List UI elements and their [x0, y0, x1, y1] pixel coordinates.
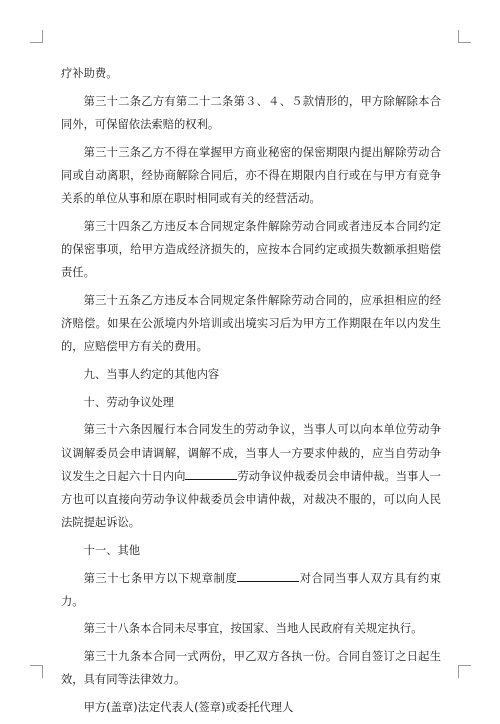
- blank-line: [185, 468, 237, 480]
- article-36-text-a: 第三十六条因履行本合同发生的劳动争议，当事人可以向本单位劳动争议调解委员会申请调解，调解不成，当事人一方要求仲裁的，应当自劳动争议发生之日起六十日内向: [61, 423, 441, 483]
- article-35: 第三十五条乙方违反本合同规定条件解除劳动合同的，应承担相应的经济赔偿。如果在公派境内外培训或出境实习后为甲方工作期限在年以内发生的，应赔偿甲方有关的费用。: [61, 293, 441, 354]
- article-39: 第三十九条本合同一式两份，甲乙双方各执一份。合同自签订之日起生效，具有同等法律效力。: [61, 650, 441, 687]
- signature-line: 甲方(盖章)法定代表人(签章)或委托代理人: [83, 701, 294, 715]
- section-heading-11: 十一、其他: [83, 543, 141, 557]
- crop-mark-bottom-right: [458, 665, 471, 678]
- article-36: [61, 418, 441, 534]
- article-37-text-a: 第三十七条甲方以下规章制度: [83, 571, 238, 585]
- article-37: [61, 567, 441, 613]
- article-32: 第三十二条乙方有第二十二条第３、４、５款情形的，甲方除解除本合同外，可保留依法索赔的权利。: [61, 94, 441, 131]
- article-34: 第三十四条乙方违反本合同规定条件解除劳动合同或者违反本合同约定的保密事项，给甲方造成经济损失的，应按本合同约定或损失数额承担赔偿责任。: [61, 219, 441, 280]
- crop-mark-top-left: [30, 30, 43, 43]
- article-38: 第三十八条本合同未尽事宜，按国家、当地人民政府有关规定执行。: [83, 622, 423, 636]
- crop-mark-top-right: [458, 30, 471, 43]
- section-heading-9: 九、当事人约定的其他内容: [83, 367, 220, 381]
- section-heading-10: 十、劳动争议处理: [83, 395, 174, 409]
- document-body: [61, 62, 441, 724]
- article-37-text-b: 对合同当事人双方具有约束力。: [61, 571, 441, 608]
- paragraph-continuation: 疗补助费。: [61, 67, 118, 80]
- article-33: 第三十三条乙方不得在掌握甲方商业秘密的保密期限内提出解除劳动合同或自动离职，经协商解除合同后，亦不得在期限内自行或在与甲方有竞争关系的单位从事和原在职时相同或有关的经营活动。: [61, 145, 441, 206]
- article-36-text-b: 劳动争议仲裁委员会申请仲裁。当事人一方也可以直接向劳动争议仲裁委员会申请仲裁，对裁决不服的，可以向人民法院提起诉讼。: [61, 469, 441, 530]
- crop-mark-bottom-left: [30, 665, 43, 678]
- blank-line: [237, 570, 299, 582]
